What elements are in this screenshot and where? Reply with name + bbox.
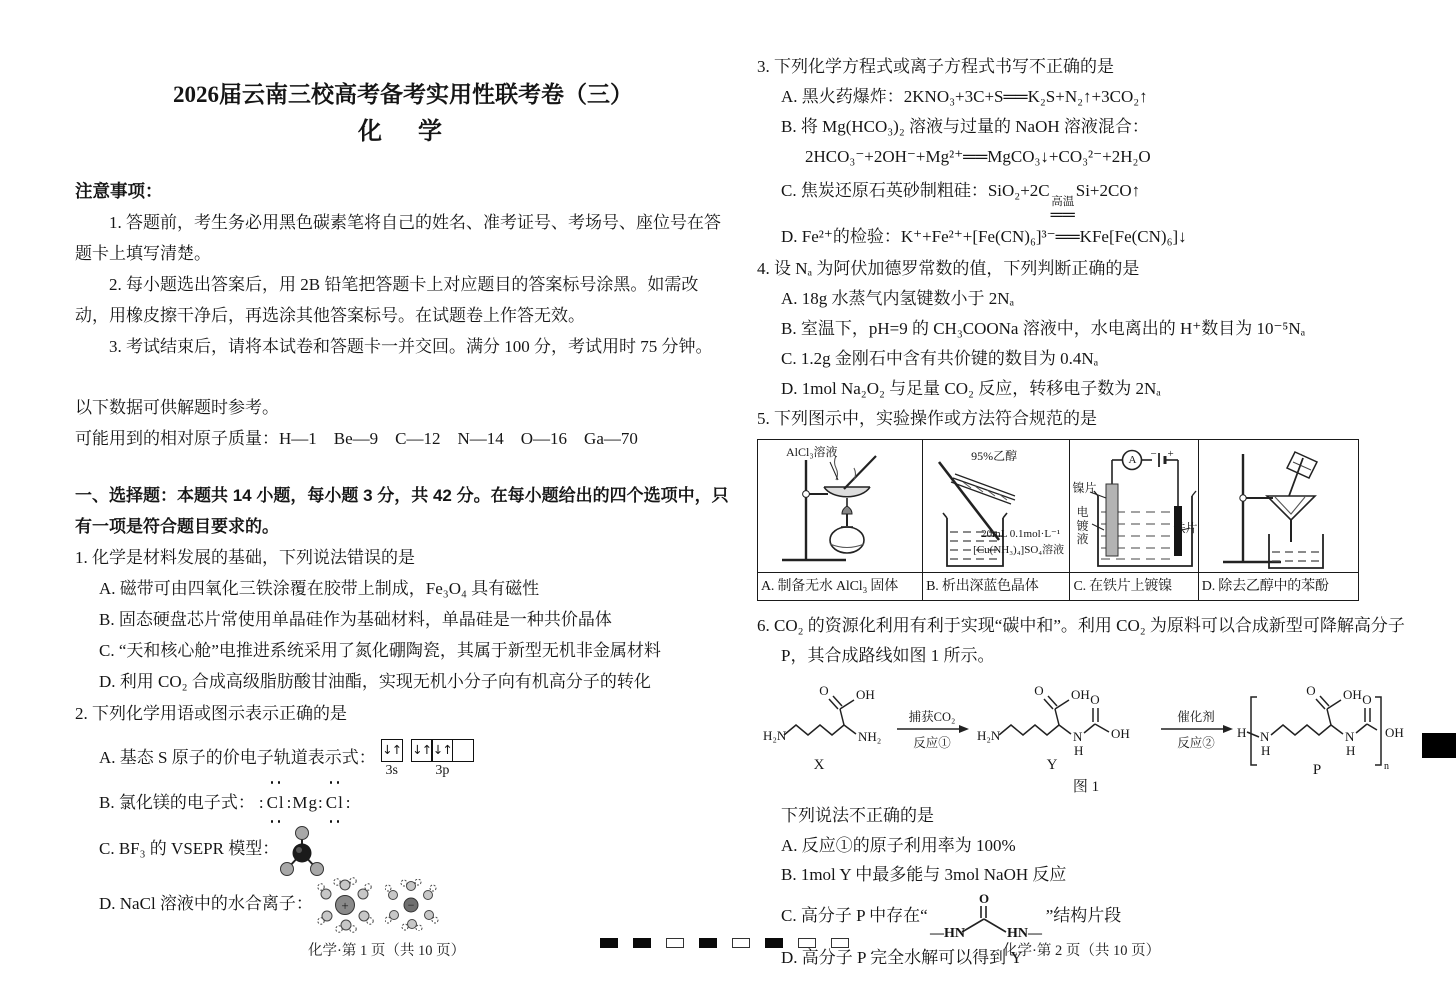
y-carbonyl-o: O	[1034, 683, 1044, 698]
q5-c-label-bath: 电镀液	[1076, 505, 1089, 546]
arrow2-reaction: 反应②	[1177, 736, 1215, 750]
x-label: X	[813, 757, 825, 773]
p-end-h: H	[1237, 725, 1247, 740]
x-carbonyl-o: O	[819, 683, 829, 698]
option-c-text: C. BF₃ 的 VSEPR 模型：	[99, 839, 280, 858]
double-bond-equals: ══	[1050, 205, 1075, 224]
synthesis-scheme	[757, 677, 1415, 777]
registration-mark-empty	[732, 938, 750, 948]
y-hydroxyl-1: OH	[1071, 687, 1090, 702]
p-nitrogen-2: N	[1345, 729, 1355, 744]
registration-mark-filled	[699, 938, 717, 948]
fragment-right-hn: HN—	[1006, 926, 1042, 942]
option-c-text-left: C. 高分子 P 中存在“	[781, 906, 928, 925]
option-c-equation-right: Si+2CO↑	[1075, 181, 1141, 200]
q5-diagram-a	[758, 440, 922, 572]
q5-caption-d: D. 除去乙醇中的苯酚	[1199, 572, 1358, 600]
hydrated-cation-image	[317, 877, 375, 933]
notice-1: 1. 答题前，考生务必用黑色碳素笔将自己的姓名、准考证号、考场号、座位号在答题卡上填写清楚。	[75, 213, 721, 263]
cation-charge: +	[341, 898, 349, 914]
cl-with-dots: Cl	[265, 783, 287, 823]
question-2-stem: 2. 下列化学用语或图示表示正确的是	[75, 704, 347, 723]
question-1-option-a: A. 磁带可由四氧化三铁涂覆在胶带上制成，Fe₃O₄ 具有磁性	[99, 579, 540, 598]
q5-diagram-b	[923, 440, 1069, 572]
option-d-text: D. NaCl 溶液中的水合离子：	[99, 894, 313, 914]
orbital-box-3p2: ↓↑	[431, 739, 453, 762]
x-amine-right: NH₂	[858, 729, 882, 744]
page-2-footer: 化学·第 2 页（共 10 页）	[1003, 943, 1161, 959]
orbital-box-3p3	[452, 739, 474, 762]
y-carbamic-o: O	[1090, 692, 1100, 707]
fragment-left-hn: —HN	[929, 926, 965, 942]
x-amine-left: H₂N	[763, 728, 787, 743]
condition-label: 高温	[1051, 196, 1075, 208]
registration-mark-empty	[798, 938, 816, 948]
cl-with-dots: Cl	[324, 783, 346, 823]
question-4-option-b: B. 室温下，pH=9 的 CH₃COONa 溶液中，水电离出的 H⁺数目为 10⁻⁵Nₐ	[781, 319, 1306, 338]
vsepr-model-image	[279, 824, 325, 876]
question-2-option-c	[75, 823, 731, 876]
ammeter-label: A	[1128, 454, 1137, 466]
arrow1-condition: 捕获CO₂	[908, 710, 956, 724]
x-hydroxyl: OH	[856, 687, 875, 702]
page-1-footer: 化学·第 1 页（共 10 页）	[308, 943, 466, 959]
q5-caption-b: B. 析出深蓝色晶体	[923, 572, 1069, 600]
registration-mark-filled	[765, 938, 783, 948]
q5-a-label: AlCl₃溶液	[786, 445, 838, 459]
question-3-stem: 3. 下列化学方程式或离子方程式书写不正确的是	[757, 57, 1114, 76]
question-1-stem: 1. 化学是材料发展的基础，下列说法错误的是	[75, 548, 415, 567]
notice-heading: 注意事项：	[75, 181, 163, 201]
option-a-text: A. 基态 S 原子的价电子轨道表示式：	[99, 748, 376, 767]
section-1-header: 一、选择题：本题共 14 小题，每小题 3 分，共 42 分。在每小题给出的四个选项中，只有一项是符合题目要求的。	[75, 486, 729, 536]
registration-mark-empty	[831, 938, 849, 948]
orbital-box-3s: ↓↑	[381, 739, 403, 762]
question-5-stem: 5. 下列图示中，实验操作或方法符合规范的是	[757, 409, 1097, 428]
y-hydroxyl-2: OH	[1111, 726, 1130, 741]
atomic-masses: 可能用到的相对原子质量：H—1 Be—9 C—12 N—14 O—16 Ga—70	[75, 429, 638, 448]
reference-note: 以下数据可供解题时参考。	[75, 398, 279, 417]
p-carbonyl-o-2: O	[1362, 692, 1372, 707]
p-end-oh: OH	[1385, 725, 1404, 740]
page-1	[75, 78, 731, 933]
option-c-text-right: ”结构片段	[1045, 906, 1122, 925]
y-label: Y	[1046, 757, 1058, 773]
question-6-option-d: D. 高分子 P 完全水解可以得到 Y	[781, 948, 1023, 968]
y-amine-left: H₂N	[977, 728, 1001, 743]
y-nitrogen: N	[1073, 729, 1083, 744]
orbital-label-3s: 3s	[385, 763, 398, 779]
anion-charge: −	[407, 898, 415, 913]
question-3-option-d: D. Fe²⁺的检验：K⁺+Fe²⁺+[Fe(CN)₆]³⁻══KFe[Fe(CN)₆]↓	[781, 227, 1187, 246]
question-1-option-d: D. 利用 CO₂ 合成高级脂肪酸甘油酯，实现无机小分子向有机高分子的转化	[99, 672, 651, 691]
orbital-diagram	[381, 739, 474, 779]
q5-b-label-top: 95%乙醇	[971, 449, 1018, 463]
q5-cell-a	[758, 440, 922, 600]
registration-mark-empty	[666, 938, 684, 948]
question-1-option-b: B. 固态硬盘芯片常使用单晶硅作为基础材料，单晶硅是一种共价晶体	[99, 610, 612, 629]
orbital-box-3p1: ↓↑	[411, 739, 433, 762]
q5-caption-a: A. 制备无水 AlCl₃ 固体	[758, 572, 922, 600]
p-nh-hydrogen-1: H	[1261, 743, 1271, 758]
question-3-option-b: B. 将 Mg(HCO₃)₂ 溶液与过量的 NaOH 溶液混合：2HCO₃⁻+2OH⁻+Mg²⁺══MgCO₃↓+CO₃²⁻+2H₂O	[781, 117, 1151, 166]
notice-2: 2. 每小题选出答案后，用 2B 铅笔把答题卡上对应题目的答案标号涂黑。如需改动，用橡皮擦干净后，再选涂其他答案标号。在试题卷上作答无效。	[75, 275, 699, 325]
question-4-stem: 4. 设 Nₐ 为阿伏加德罗常数的值，下列判断正确的是	[757, 259, 1140, 278]
q5-diagram-c	[1070, 440, 1197, 572]
registration-mark-filled	[633, 938, 651, 948]
q5-diagram-d	[1199, 440, 1358, 572]
battery-plus: +	[1167, 448, 1174, 460]
question-4-option-d: D. 1mol Na₂O₂ 与足量 CO₂ 反应，转移电子数为 2Nₐ	[781, 379, 1161, 398]
hydrated-anion-image	[385, 879, 439, 931]
polymer-subscript-n: n	[1384, 761, 1389, 772]
q5-c-label-iron: 铁片	[1173, 521, 1198, 535]
p-nh-hydrogen-2: H	[1346, 743, 1356, 758]
q5-cell-c	[1069, 440, 1197, 600]
p-carbonyl-o-1: O	[1306, 683, 1316, 698]
question-5-table	[757, 439, 1359, 601]
fragment-o: O	[978, 891, 989, 907]
q5-b-label-1: 20mL 0.1mol·L⁻¹	[981, 528, 1061, 540]
question-6-stem: 6. CO₂ 的资源化利用有利于实现“碳中和”。利用 CO₂ 为原料可以合成新型可降解高分子 P，其合成路线如图 1 所示。	[757, 616, 1405, 665]
battery-minus: −	[1150, 448, 1157, 460]
question-6-substem: 下列说法不正确的是	[781, 806, 934, 825]
question-2-option-a	[75, 733, 731, 783]
question-4-option-a: A. 18g 水蒸气内氢键数小于 2Nₐ	[781, 289, 1015, 308]
q5-b-label-2: [Cu(NH₃)₄]SO₄溶液	[973, 544, 1065, 556]
registration-mark-filled	[600, 938, 618, 948]
q5-cell-d	[1198, 440, 1358, 600]
option-c-equation-left: C. 焦炭还原石英砂制粗硅：SiO₂+2C	[781, 181, 1050, 200]
question-2-option-b	[75, 783, 731, 823]
option-b-text: B. 氯化镁的电子式：	[99, 793, 255, 812]
notice-3: 3. 考试结束后，请将本试卷和答题卡一并交回。满分 100 分，考试用时 75 分钟。	[109, 337, 713, 356]
question-4-option-c: C. 1.2g 金刚石中含有共价键的数目为 0.4Nₐ	[781, 349, 1099, 368]
page-2	[757, 52, 1415, 972]
electron-dot-formula: : Cl :Mg: Cl :	[259, 783, 352, 823]
question-3-option-c	[757, 172, 1415, 222]
arrow1-reaction: 反应①	[913, 736, 951, 750]
edge-registration-mark	[1422, 733, 1456, 758]
question-2-option-d	[75, 876, 731, 933]
question-1-option-c: C. “天和核心舱”电推进系统采用了氮化硼陶瓷，其属于新型无机非金属材料	[99, 641, 661, 660]
p-label: P	[1312, 762, 1322, 777]
question-6-option-a: A. 反应①的原子利用率为 100%	[781, 836, 1016, 855]
question-6-option-b: B. 1mol Y 中最多能与 3mol NaOH 反应	[781, 865, 1067, 884]
exam-title: 2026届云南三校高考备考实用性联考卷（三）	[173, 82, 633, 107]
urea-fragment-structure	[928, 891, 1046, 943]
y-nh-hydrogen: H	[1074, 743, 1084, 758]
reaction-condition	[1051, 196, 1075, 222]
q5-cell-b	[922, 440, 1069, 600]
question-6-option-c	[757, 889, 1415, 943]
p-nitrogen-1: N	[1260, 729, 1270, 744]
arrow2-condition: 催化剂	[1177, 710, 1215, 724]
p-hydroxyl-1: OH	[1343, 687, 1362, 702]
q5-caption-c: C. 在铁片上镀镍	[1070, 572, 1197, 600]
registration-marks	[600, 938, 849, 948]
orbital-label-3p: 3p	[435, 763, 450, 779]
figure-1-caption: 图 1	[1072, 779, 1100, 795]
subject-title: 化 学	[358, 119, 448, 145]
question-3-option-a: A. 黑火药爆炸：2KNO₃+3C+S══K₂S+N₂↑+3CO₂↑	[781, 87, 1148, 106]
q5-c-label-nickel: 镍片	[1072, 481, 1097, 495]
